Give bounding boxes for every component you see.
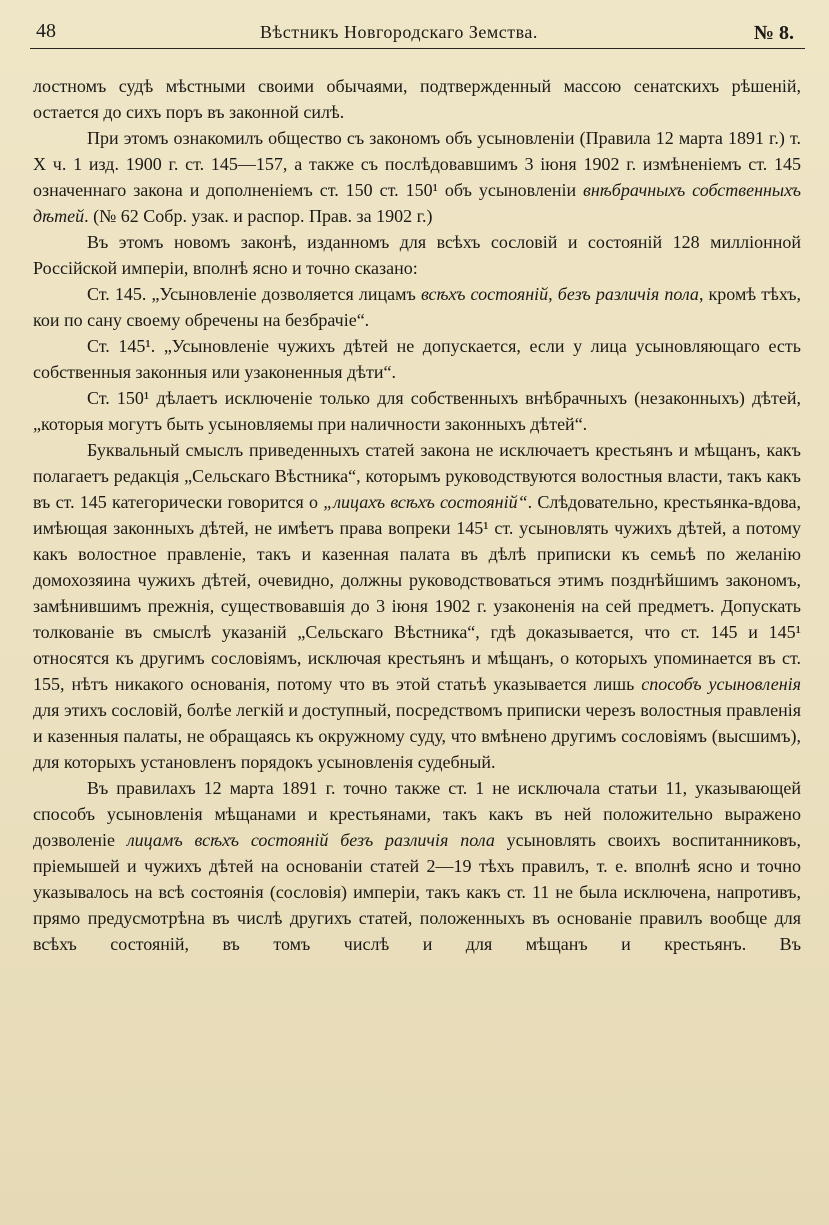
article-body: [33, 73, 801, 957]
issue-number: № 8.: [753, 22, 794, 44]
text-run: для этихъ сословій, болѣе легкій и доступный, посредствомъ приписки черезъ волостныя правленія и казенныя палаты, не обращаясь къ окружному суду, что вмѣнено другимъ сословіямъ (высшимъ), для которыхъ установленъ порядокъ усыновленія судебный.: [33, 700, 801, 772]
text-run: усыновлять своихъ воспитанниковъ, пріемышей и чужихъ дѣтей на основаніи статей 2—19 тѣхъ правилъ, т. е. вполнѣ ясно и точно указывалось на всѣ состоянія (сословія) имперіи, такъ какъ ст. 11 не была исключена, напротивъ, прямо предусмотрѣна въ числѣ другихъ статей, положенныхъ въ основаніе правилъ вообще для всѣхъ состояній, въ томъ числѣ и для мѣщанъ и крестьянъ. Въ: [33, 830, 801, 954]
header-rule: [30, 48, 805, 49]
italic-phrase: внѣбрачныхъ собственныхъ дѣтей: [33, 180, 801, 226]
italic-phrase: способъ усыновленія: [641, 674, 801, 694]
paragraph-new-law: [33, 229, 801, 281]
paragraph-article-145: [33, 281, 801, 333]
text-run: . Слѣдовательно, крестьянка-вдова, имѣющая законныхъ дѣтей, не имѣетъ права вопреки 145¹ ст. усыновлять чужихъ дѣтей, а потому какъ волостное правленіе, такъ и казенная палата въ дѣлѣ приписки къ семьѣ по желанію домохозяина чужихъ дѣтей, очевидно, должны руководствоваться этимъ позднѣйшимъ закономъ, замѣнившимъ прежнія, существовавшія до 3 іюня 1902 г. узаконенія на сей предметъ. Допускать толкованіе въ смыслѣ указаній „Сельскаго Вѣстника“, гдѣ доказывается, что ст. 145 и 145¹ относятся къ другимъ сословіямъ, исключая крестьянъ и мѣщанъ, о которыхъ упоминается въ ст. 155, нѣтъ никакого основанія, потому что въ этой статьѣ указывается лишь: [33, 492, 801, 694]
italic-phrase: всѣхъ состояній, безъ различія пола: [420, 284, 699, 304]
text-run: Буквальный смыслъ приведенныхъ статей закона не исключаетъ крестьянъ и мѣщанъ, какъ полагаетъ редакція „Сельскаго Вѣстника“, которымъ руководствуются волостныя власти, такъ какъ въ ст. 145 категорически говорится о: [33, 440, 801, 512]
paragraph-adoption-law: [33, 125, 801, 229]
text-run: Въ правилахъ 12 марта 1891 г. точно также ст. 1 не исключала статьи 11, указывающей способъ усыновленія мѣщанами и крестьянами, такъ какъ въ ней положительно выражено дозволеніе: [33, 778, 801, 850]
page-header: [30, 18, 800, 48]
text-run: При этомъ ознакомилъ общество съ закономъ объ усыновленіи (Правила 12 марта 1891 г.) т. X ч. 1 изд. 1900 г. ст. 145—157, а также съ послѣдовавшимъ 3 іюня 1902 г. измѣненіемъ ст. 145 означеннаго закона и дополненіемъ ст. 150 ст. 150¹ объ усыновленіи: [33, 128, 801, 200]
text-run: Въ этомъ новомъ законѣ, изданномъ для всѣхъ сословій и состояній 128 милліонной Россійской имперіи, вполнѣ ясно и точно сказано:: [33, 232, 801, 278]
paragraph-literal-meaning: [33, 437, 801, 775]
text-run: , кромѣ тѣхъ, кои по сану своему обречены на безбрачіе“.: [33, 284, 802, 330]
text-run: . (№ 62 Собр. узак. и распор. Прав. за 1902 г.): [84, 206, 433, 226]
paragraph-article-150-1: [33, 385, 801, 437]
journal-title: Вѣстникъ Новгородскаго Земства.: [260, 22, 538, 42]
page-number: 48: [36, 20, 56, 42]
italic-phrase: „лицахъ всѣхъ состояній“: [323, 492, 528, 512]
text-run: Ст. 145¹. „Усыновленіе чужихъ дѣтей не допускается, если у лица усыновляющаго есть собственныя законныя или узаконенныя дѣти“.: [33, 336, 801, 382]
text-run: Ст. 145. „Усыновленіе дозволяется лицамъ: [87, 284, 421, 304]
text-run: Ст. 150¹ дѣлаетъ исключеніе только для собственныхъ внѣбрачныхъ (незаконныхъ) дѣтей, „которыя могутъ быть усыновляемы при наличности законныхъ дѣтей“.: [33, 388, 801, 434]
italic-phrase: лицамъ всѣхъ состояній безъ различія пола: [126, 830, 495, 850]
paragraph-rules-1891: [33, 775, 801, 957]
paragraph-continuation: [33, 73, 801, 125]
text-run: лостномъ судѣ мѣстными своими обычаями, подтвержденный массою сенатскихъ рѣшеній, остается до сихъ поръ въ законной силѣ.: [33, 76, 801, 122]
paragraph-article-145-1: [33, 333, 801, 385]
